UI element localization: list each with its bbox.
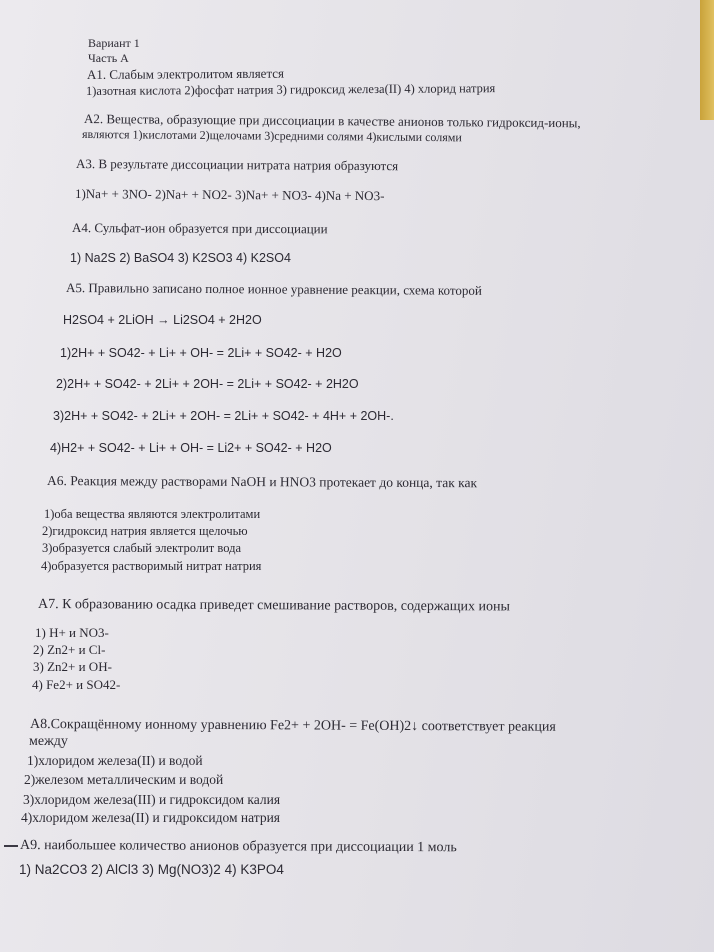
q5-option-2: 2)2H+ + SO42- + 2Li+ + 2OH- = 2Li+ + SO42- + 2H2O [56,377,359,391]
q4-options: 1) Na2S 2) BaSO4 3) K2SO3 4) K2SO4 [70,251,291,265]
q2-stem: А2. Вещества, образующие при диссоциации в качестве анионов только гидроксид-ионы, [83,111,581,131]
q7-option-2: 2) Zn2+ и Cl- [33,642,106,657]
q5-scheme: H2SO4 + 2LiOH → Li2SO4 + 2H2O [63,313,262,327]
q1-options: 1)азотная кислота 2)фосфат натрия 3) гидроксид железа(II) 4) хлорид натрия [85,81,496,98]
q3-options: 1)Na+ + 3NO- 2)Na+ + NO2- 3)Na+ + NO3- 4)Na + NO3- [74,186,385,204]
page-edge-decoration [700,0,714,120]
q7-option-3: 3) Zn2+ и OH- [33,659,112,674]
q8-stem: А8.Сокращённому ионному уравнению Fe2+ + 2OH- = Fe(OH)2↓ соответствует реакция [29,717,556,735]
q5-option-4: 4)H2+ + SO42- + Li+ + OH- = Li2+ + SO42- + H2O [50,441,332,455]
q5-option-1: 1)2H+ + SO42- + Li+ + OH- = 2Li+ + SO42- + H2O [60,346,342,360]
q4-stem: А4. Сульфат-ион образуется при диссоциации [71,220,328,237]
q2-stem-continued: являются 1)кислотами 2)щелочами 3)средними солями 4)кислыми солями [81,127,462,145]
q6-option-2: 2)гидроксид натрия является щелочью [42,524,248,538]
q8-option-4: 4)хлоридом железа(II) и гидроксидом натрия [21,810,281,825]
q9-options: 1) Na2CO3 2) AlCl3 3) Mg(NO3)2 4) K3PO4 [19,862,284,877]
q3-stem: А3. В результате диссоциации нитрата натрия образуются [75,156,399,174]
part-heading: Часть А [88,51,129,65]
q8-option-3: 3)хлоридом железа(III) и гидроксидом калия [23,792,281,807]
q6-option-3: 3)образуется слабый электролит вода [42,541,241,555]
q1-stem: А1. Слабым электролитом является [86,65,285,82]
q8-option-1: 1)хлоридом железа(II) и водой [27,753,203,768]
q8-option-2: 2)железом металлическим и водой [24,772,224,787]
q5-stem: А5. Правильно записано полное ионное уравнение реакции, схема которой [65,280,482,298]
q8-stem-continued: между [29,734,68,749]
q7-option-4: 4) Fe2+ и SO42- [32,677,121,692]
q7-option-1: 1) H+ и NO3- [35,625,109,640]
variant-heading: Вариант 1 [88,36,140,50]
q6-stem: А6. Реакция между растворами NaOH и HNO3 протекает до конца, так как [46,473,478,491]
q9-stem: А9. наибольшее количество анионов образуется при диссоциации 1 моль [19,838,457,856]
q6-option-4: 4)образуется растворимый нитрат натрия [41,559,262,573]
q7-stem: А7. К образованию осадка приведет смешивание растворов, содержащих ионы [37,597,510,615]
q5-option-3: 3)2H+ + SO42- + 2Li+ + 2OH- = 2Li+ + SO42- + 4H+ + 2OH-. [53,409,394,423]
q6-option-1: 1)оба вещества являются электролитами [44,507,261,521]
margin-dash-mark [4,845,18,847]
